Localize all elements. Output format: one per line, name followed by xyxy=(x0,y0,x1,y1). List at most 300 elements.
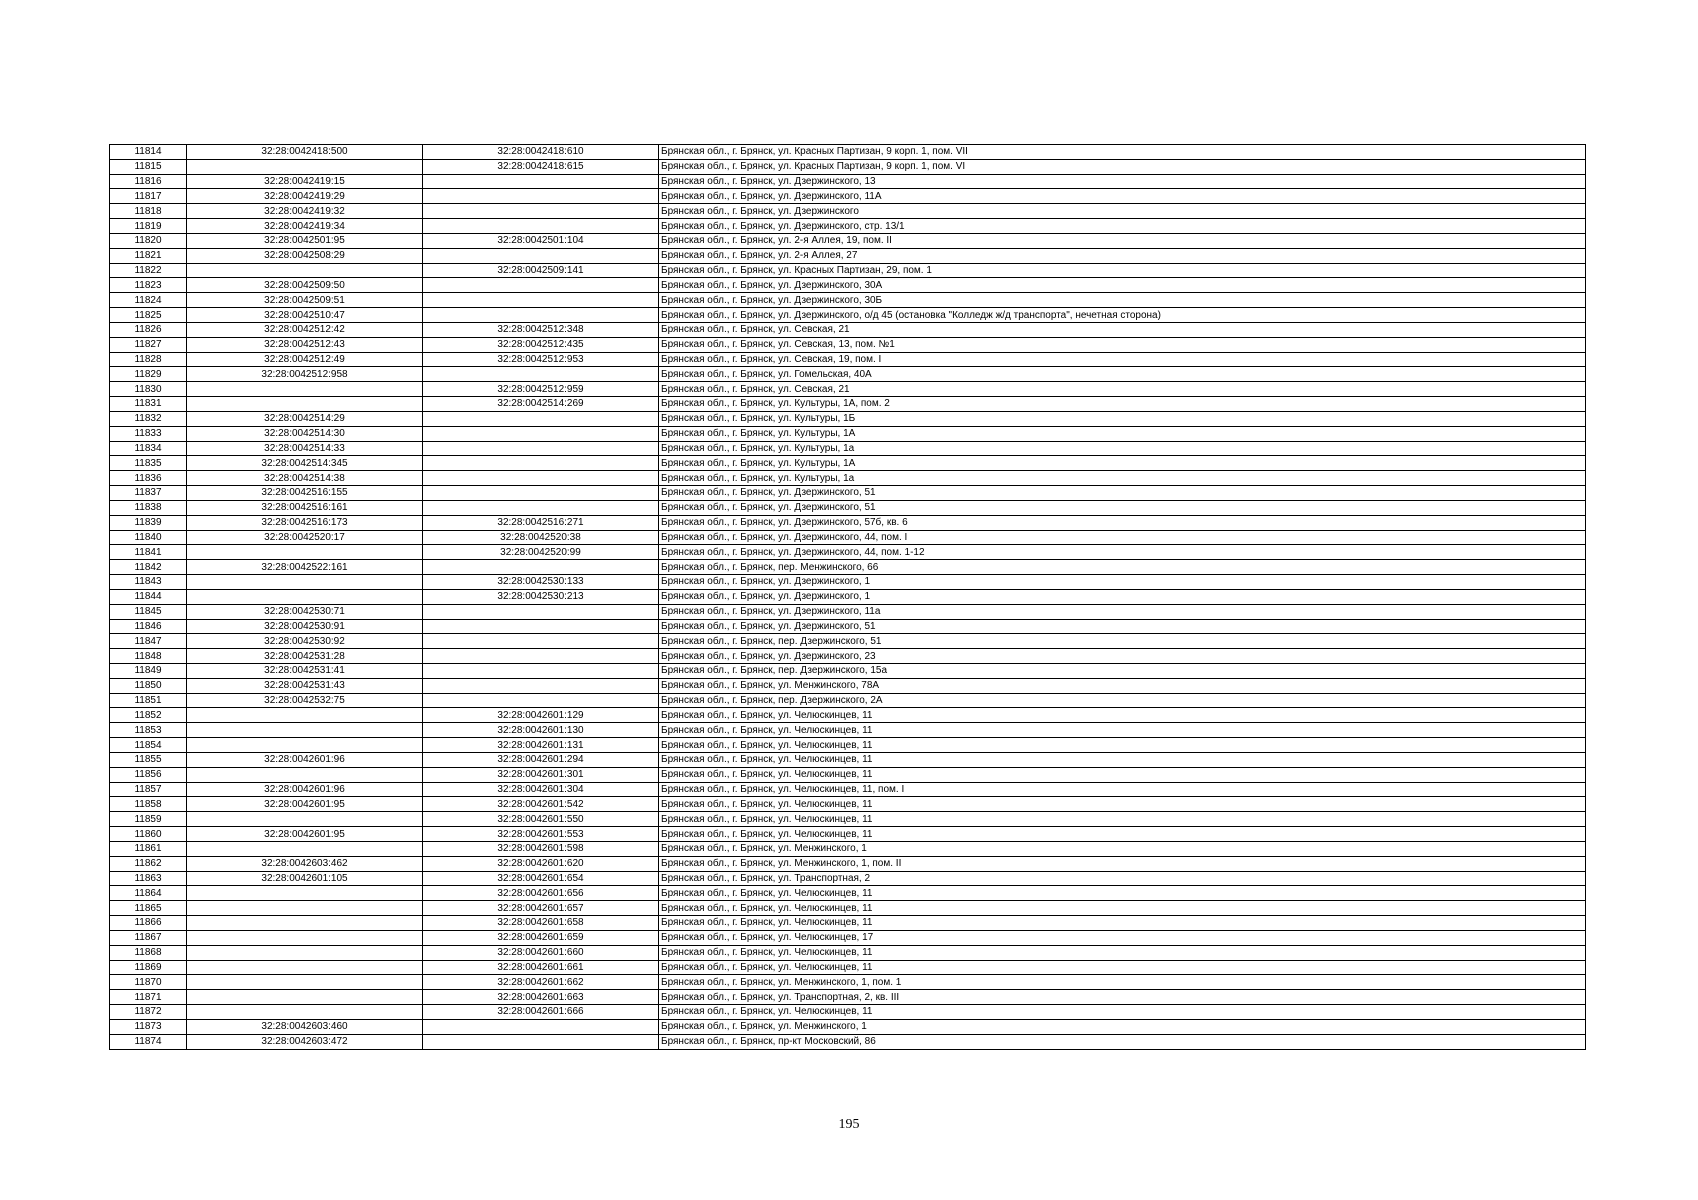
address-cell: Брянская обл., г. Брянск, пер. Дзержинского, 15а xyxy=(659,663,1586,678)
cadastral-number-building-cell: 32:28:0042520:38 xyxy=(423,530,659,545)
address-cell: Брянская обл., г. Брянск, ул. Дзержинского, 44, пом. I xyxy=(659,530,1586,545)
cadastral-number-building-cell xyxy=(423,486,659,501)
page-number: 195 xyxy=(838,1117,860,1132)
cadastral-number-land-cell xyxy=(187,841,423,856)
row-number-cell: 11839 xyxy=(110,515,187,530)
cadastral-number-building-cell: 32:28:0042514:269 xyxy=(423,397,659,412)
row-number-cell: 11827 xyxy=(110,337,187,352)
cadastral-number-building-cell: 32:28:0042418:615 xyxy=(423,159,659,174)
row-number-cell: 11860 xyxy=(110,827,187,842)
address-cell: Брянская обл., г. Брянск, ул. Дзержинского, 51 xyxy=(659,500,1586,515)
table-row xyxy=(110,159,1586,174)
row-number-cell: 11866 xyxy=(110,916,187,931)
cadastral-number-land-cell: 32:28:0042514:38 xyxy=(187,471,423,486)
table-row xyxy=(110,871,1586,886)
row-number-cell: 11871 xyxy=(110,990,187,1005)
table-row xyxy=(110,486,1586,501)
address-cell: Брянская обл., г. Брянск, ул. Дзержинского xyxy=(659,204,1586,219)
address-cell: Брянская обл., г. Брянск, ул. Дзержинского, 30А xyxy=(659,278,1586,293)
cadastral-number-building-cell xyxy=(423,411,659,426)
address-cell: Брянская обл., г. Брянск, ул. Челюскинцев, 11 xyxy=(659,886,1586,901)
address-cell: Брянская обл., г. Брянск, ул. Челюскинцев, 11 xyxy=(659,723,1586,738)
table-row xyxy=(110,856,1586,871)
cadastral-number-land-cell xyxy=(187,767,423,782)
row-number-cell: 11867 xyxy=(110,930,187,945)
address-cell: Брянская обл., г. Брянск, ул. Дзержинского, 13 xyxy=(659,174,1586,189)
row-number-cell: 11833 xyxy=(110,426,187,441)
address-cell: Брянская обл., г. Брянск, ул. Менжинского, 1 xyxy=(659,841,1586,856)
address-cell: Брянская обл., г. Брянск, ул. 2-я Аллея, 19, пом. II xyxy=(659,233,1586,248)
table-row xyxy=(110,916,1586,931)
table-row xyxy=(110,263,1586,278)
row-number-cell: 11851 xyxy=(110,693,187,708)
cadastral-number-building-cell xyxy=(423,219,659,234)
cadastral-number-land-cell xyxy=(187,916,423,931)
address-cell: Брянская обл., г. Брянск, ул. Красных Партизан, 9 корп. 1, пом. VII xyxy=(659,145,1586,160)
row-number-cell: 11848 xyxy=(110,649,187,664)
table-row xyxy=(110,752,1586,767)
table-row xyxy=(110,663,1586,678)
cadastral-number-building-cell: 32:28:0042601:620 xyxy=(423,856,659,871)
row-number-cell: 11856 xyxy=(110,767,187,782)
cadastral-number-building-cell: 32:28:0042601:658 xyxy=(423,916,659,931)
cadastral-number-building-cell: 32:28:0042601:550 xyxy=(423,812,659,827)
row-number-cell: 11826 xyxy=(110,322,187,337)
table-row xyxy=(110,174,1586,189)
table-row xyxy=(110,797,1586,812)
address-cell: Брянская обл., г. Брянск, ул. Культуры, 1А xyxy=(659,456,1586,471)
cadastral-number-land-cell: 32:28:0042516:161 xyxy=(187,500,423,515)
table-row xyxy=(110,782,1586,797)
address-cell: Брянская обл., г. Брянск, ул. Культуры, 1А, пом. 2 xyxy=(659,397,1586,412)
table-row xyxy=(110,708,1586,723)
cadastral-number-land-cell: 32:28:0042419:15 xyxy=(187,174,423,189)
cadastral-number-land-cell: 32:28:0042418:500 xyxy=(187,145,423,160)
table-row xyxy=(110,233,1586,248)
row-number-cell: 11818 xyxy=(110,204,187,219)
row-number-cell: 11825 xyxy=(110,308,187,323)
address-cell: Брянская обл., г. Брянск, ул. Дзержинского, 57б, кв. 6 xyxy=(659,515,1586,530)
cadastral-number-land-cell: 32:28:0042516:155 xyxy=(187,486,423,501)
row-number-cell: 11837 xyxy=(110,486,187,501)
cadastral-number-building-cell: 32:28:0042601:301 xyxy=(423,767,659,782)
table-row xyxy=(110,219,1586,234)
cadastral-number-land-cell: 32:28:0042419:34 xyxy=(187,219,423,234)
cadastral-number-building-cell xyxy=(423,367,659,382)
row-number-cell: 11865 xyxy=(110,901,187,916)
address-cell: Брянская обл., г. Брянск, ул. Челюскинцев, 11, пом. I xyxy=(659,782,1586,797)
address-cell: Брянская обл., г. Брянск, ул. Дзержинского, 11А xyxy=(659,189,1586,204)
row-number-cell: 11859 xyxy=(110,812,187,827)
table-row xyxy=(110,945,1586,960)
cadastral-number-land-cell xyxy=(187,960,423,975)
cadastral-number-building-cell: 32:28:0042418:610 xyxy=(423,145,659,160)
cadastral-number-building-cell xyxy=(423,500,659,515)
row-number-cell: 11864 xyxy=(110,886,187,901)
address-cell: Брянская обл., г. Брянск, ул. Менжинского, 1, пом. 1 xyxy=(659,975,1586,990)
address-cell: Брянская обл., г. Брянск, ул. Дзержинского, 44, пом. 1-12 xyxy=(659,545,1586,560)
cadastral-number-building-cell: 32:28:0042601:666 xyxy=(423,1005,659,1020)
cadastral-number-building-cell xyxy=(423,678,659,693)
row-number-cell: 11834 xyxy=(110,441,187,456)
row-number-cell: 11828 xyxy=(110,352,187,367)
address-cell: Брянская обл., г. Брянск, ул. Челюскинцев, 11 xyxy=(659,1005,1586,1020)
cadastral-number-land-cell: 32:28:0042501:95 xyxy=(187,233,423,248)
row-number-cell: 11840 xyxy=(110,530,187,545)
address-cell: Брянская обл., г. Брянск, пр-кт Московский, 86 xyxy=(659,1034,1586,1049)
row-number-cell: 11852 xyxy=(110,708,187,723)
row-number-cell: 11855 xyxy=(110,752,187,767)
cadastral-number-building-cell: 32:28:0042601:660 xyxy=(423,945,659,960)
cadastral-number-land-cell xyxy=(187,708,423,723)
table-row xyxy=(110,145,1586,160)
address-cell: Брянская обл., г. Брянск, ул. Культуры, 1а xyxy=(659,441,1586,456)
cadastral-number-building-cell xyxy=(423,634,659,649)
cadastral-number-land-cell xyxy=(187,975,423,990)
cadastral-number-building-cell: 32:28:0042601:598 xyxy=(423,841,659,856)
row-number-cell: 11874 xyxy=(110,1034,187,1049)
cadastral-number-land-cell: 32:28:0042514:29 xyxy=(187,411,423,426)
row-number-cell: 11849 xyxy=(110,663,187,678)
row-number-cell: 11815 xyxy=(110,159,187,174)
cadastral-number-building-cell: 32:28:0042512:348 xyxy=(423,322,659,337)
address-cell: Брянская обл., г. Брянск, ул. Севская, 13, пом. №1 xyxy=(659,337,1586,352)
cadastral-number-land-cell xyxy=(187,159,423,174)
cadastral-number-building-cell: 32:28:0042601:542 xyxy=(423,797,659,812)
table-row xyxy=(110,278,1586,293)
cadastral-number-land-cell: 32:28:0042516:173 xyxy=(187,515,423,530)
row-number-cell: 11863 xyxy=(110,871,187,886)
address-cell: Брянская обл., г. Брянск, ул. Дзержинского, 23 xyxy=(659,649,1586,664)
row-number-cell: 11820 xyxy=(110,233,187,248)
cadastral-number-building-cell: 32:28:0042501:104 xyxy=(423,233,659,248)
cadastral-number-building-cell xyxy=(423,1034,659,1049)
cadastral-number-building-cell: 32:28:0042601:131 xyxy=(423,738,659,753)
cadastral-number-land-cell xyxy=(187,930,423,945)
table-row xyxy=(110,634,1586,649)
cadastral-number-land-cell: 32:28:0042512:958 xyxy=(187,367,423,382)
cadastral-number-land-cell xyxy=(187,397,423,412)
cadastral-number-building-cell: 32:28:0042509:141 xyxy=(423,263,659,278)
cadastral-number-building-cell xyxy=(423,471,659,486)
row-number-cell: 11823 xyxy=(110,278,187,293)
table-row xyxy=(110,441,1586,456)
cadastral-number-land-cell: 32:28:0042419:32 xyxy=(187,204,423,219)
address-cell: Брянская обл., г. Брянск, ул. Дзержинского, 11а xyxy=(659,604,1586,619)
address-cell: Брянская обл., г. Брянск, ул. Дзержинского, 51 xyxy=(659,486,1586,501)
address-cell: Брянская обл., г. Брянск, ул. Челюскинцев, 11 xyxy=(659,812,1586,827)
cadastral-number-land-cell xyxy=(187,990,423,1005)
row-number-cell: 11850 xyxy=(110,678,187,693)
cadastral-number-building-cell xyxy=(423,204,659,219)
table-row xyxy=(110,841,1586,856)
cadastral-number-land-cell: 32:28:0042530:71 xyxy=(187,604,423,619)
row-number-cell: 11819 xyxy=(110,219,187,234)
cadastral-number-building-cell: 32:28:0042601:129 xyxy=(423,708,659,723)
row-number-cell: 11844 xyxy=(110,589,187,604)
cadastral-number-building-cell xyxy=(423,441,659,456)
address-cell: Брянская обл., г. Брянск, ул. Гомельская, 40А xyxy=(659,367,1586,382)
cadastral-number-land-cell xyxy=(187,1005,423,1020)
table-row xyxy=(110,812,1586,827)
cadastral-number-land-cell: 32:28:0042601:96 xyxy=(187,782,423,797)
address-cell: Брянская обл., г. Брянск, ул. Челюскинцев, 11 xyxy=(659,827,1586,842)
cadastral-number-building-cell xyxy=(423,278,659,293)
row-number-cell: 11836 xyxy=(110,471,187,486)
cadastral-number-land-cell xyxy=(187,886,423,901)
cadastral-number-building-cell: 32:28:0042601:130 xyxy=(423,723,659,738)
cadastral-number-land-cell xyxy=(187,723,423,738)
cadastral-number-land-cell: 32:28:0042601:95 xyxy=(187,827,423,842)
cadastral-number-building-cell: 32:28:0042601:659 xyxy=(423,930,659,945)
cadastral-number-land-cell: 32:28:0042512:43 xyxy=(187,337,423,352)
cadastral-number-land-cell: 32:28:0042603:472 xyxy=(187,1034,423,1049)
cadastral-number-building-cell xyxy=(423,619,659,634)
row-number-cell: 11869 xyxy=(110,960,187,975)
cadastral-number-land-cell: 32:28:0042531:41 xyxy=(187,663,423,678)
cadastral-number-building-cell xyxy=(423,604,659,619)
cadastral-number-building-cell xyxy=(423,560,659,575)
table-row xyxy=(110,545,1586,560)
row-number-cell: 11845 xyxy=(110,604,187,619)
row-number-cell: 11830 xyxy=(110,382,187,397)
row-number-cell: 11822 xyxy=(110,263,187,278)
table-row xyxy=(110,604,1586,619)
address-cell: Брянская обл., г. Брянск, пер. Дзержинского, 2А xyxy=(659,693,1586,708)
row-number-cell: 11829 xyxy=(110,367,187,382)
table-row xyxy=(110,693,1586,708)
row-number-cell: 11847 xyxy=(110,634,187,649)
address-cell: Брянская обл., г. Брянск, ул. Челюскинцев, 11 xyxy=(659,708,1586,723)
cadastral-number-building-cell xyxy=(423,174,659,189)
address-cell: Брянская обл., г. Брянск, ул. 2-я Аллея, 27 xyxy=(659,248,1586,263)
cadastral-table xyxy=(109,144,1586,1050)
cadastral-number-land-cell: 32:28:0042512:49 xyxy=(187,352,423,367)
row-number-cell: 11824 xyxy=(110,293,187,308)
table-body xyxy=(110,145,1586,1050)
cadastral-number-land-cell xyxy=(187,812,423,827)
cadastral-number-land-cell: 32:28:0042419:29 xyxy=(187,189,423,204)
cadastral-number-building-cell xyxy=(423,649,659,664)
cadastral-number-land-cell xyxy=(187,901,423,916)
address-cell: Брянская обл., г. Брянск, ул. Севская, 21 xyxy=(659,322,1586,337)
address-cell: Брянская обл., г. Брянск, ул. Челюскинцев, 11 xyxy=(659,738,1586,753)
cadastral-number-land-cell xyxy=(187,382,423,397)
cadastral-number-land-cell xyxy=(187,575,423,590)
row-number-cell: 11832 xyxy=(110,411,187,426)
address-cell: Брянская обл., г. Брянск, ул. Челюскинцев, 17 xyxy=(659,930,1586,945)
table-row xyxy=(110,456,1586,471)
cadastral-number-building-cell: 32:28:0042601:657 xyxy=(423,901,659,916)
table-row xyxy=(110,960,1586,975)
row-number-cell: 11842 xyxy=(110,560,187,575)
cadastral-number-land-cell: 32:28:0042514:30 xyxy=(187,426,423,441)
table-row xyxy=(110,1005,1586,1020)
row-number-cell: 11846 xyxy=(110,619,187,634)
cadastral-number-land-cell: 32:28:0042514:33 xyxy=(187,441,423,456)
row-number-cell: 11816 xyxy=(110,174,187,189)
address-cell: Брянская обл., г. Брянск, ул. Дзержинского, стр. 13/1 xyxy=(659,219,1586,234)
cadastral-number-building-cell: 32:28:0042520:99 xyxy=(423,545,659,560)
table-row xyxy=(110,293,1586,308)
address-cell: Брянская обл., г. Брянск, ул. Дзержинского, 30Б xyxy=(659,293,1586,308)
table-row xyxy=(110,382,1586,397)
address-cell: Брянская обл., г. Брянск, ул. Челюскинцев, 11 xyxy=(659,752,1586,767)
cadastral-number-land-cell xyxy=(187,945,423,960)
table-row xyxy=(110,530,1586,545)
table-row xyxy=(110,204,1586,219)
cadastral-number-land-cell: 32:28:0042532:75 xyxy=(187,693,423,708)
table-row xyxy=(110,1034,1586,1049)
address-cell: Брянская обл., г. Брянск, пер. Дзержинского, 51 xyxy=(659,634,1586,649)
address-cell: Брянская обл., г. Брянск, ул. Менжинского, 1, пом. II xyxy=(659,856,1586,871)
cadastral-number-building-cell xyxy=(423,248,659,263)
cadastral-number-land-cell xyxy=(187,589,423,604)
table-row xyxy=(110,827,1586,842)
table-row xyxy=(110,471,1586,486)
cadastral-number-land-cell: 32:28:0042601:105 xyxy=(187,871,423,886)
row-number-cell: 11835 xyxy=(110,456,187,471)
cadastral-number-building-cell: 32:28:0042601:663 xyxy=(423,990,659,1005)
address-cell: Брянская обл., г. Брянск, ул. Челюскинцев, 11 xyxy=(659,960,1586,975)
table-row xyxy=(110,990,1586,1005)
cadastral-number-building-cell: 32:28:0042530:213 xyxy=(423,589,659,604)
cadastral-number-land-cell: 32:28:0042510:47 xyxy=(187,308,423,323)
address-cell: Брянская обл., г. Брянск, ул. Дзержинского, о/д 45 (остановка "Колледж ж/д транспорта", нечетная сторона) xyxy=(659,308,1586,323)
table-row xyxy=(110,337,1586,352)
cadastral-number-land-cell: 32:28:0042514:345 xyxy=(187,456,423,471)
cadastral-number-land-cell xyxy=(187,545,423,560)
cadastral-number-land-cell: 32:28:0042601:96 xyxy=(187,752,423,767)
address-cell: Брянская обл., г. Брянск, ул. Культуры, 1А xyxy=(659,426,1586,441)
table-row xyxy=(110,975,1586,990)
cadastral-number-building-cell xyxy=(423,426,659,441)
cadastral-number-land-cell: 32:28:0042531:28 xyxy=(187,649,423,664)
row-number-cell: 11862 xyxy=(110,856,187,871)
table-row xyxy=(110,500,1586,515)
table-row xyxy=(110,886,1586,901)
row-number-cell: 11868 xyxy=(110,945,187,960)
table-row xyxy=(110,352,1586,367)
cadastral-number-building-cell: 32:28:0042512:953 xyxy=(423,352,659,367)
cadastral-number-land-cell: 32:28:0042512:42 xyxy=(187,322,423,337)
table-row xyxy=(110,308,1586,323)
table-row xyxy=(110,1019,1586,1034)
address-cell: Брянская обл., г. Брянск, ул. Челюскинцев, 11 xyxy=(659,797,1586,812)
table-row xyxy=(110,678,1586,693)
address-cell: Брянская обл., г. Брянск, ул. Культуры, 1Б xyxy=(659,411,1586,426)
cadastral-number-land-cell: 32:28:0042530:91 xyxy=(187,619,423,634)
address-cell: Брянская обл., г. Брянск, ул. Транспортная, 2, кв. III xyxy=(659,990,1586,1005)
table-row xyxy=(110,930,1586,945)
address-cell: Брянская обл., г. Брянск, ул. Красных Партизан, 29, пом. 1 xyxy=(659,263,1586,278)
table-row xyxy=(110,901,1586,916)
address-cell: Брянская обл., г. Брянск, ул. Дзержинского, 1 xyxy=(659,575,1586,590)
table-row xyxy=(110,397,1586,412)
cadastral-number-land-cell: 32:28:0042520:17 xyxy=(187,530,423,545)
table-row xyxy=(110,723,1586,738)
cadastral-number-building-cell: 32:28:0042601:294 xyxy=(423,752,659,767)
cadastral-number-land-cell xyxy=(187,263,423,278)
cadastral-number-land-cell: 32:28:0042603:462 xyxy=(187,856,423,871)
cadastral-number-land-cell xyxy=(187,738,423,753)
cadastral-number-land-cell: 32:28:0042509:50 xyxy=(187,278,423,293)
cadastral-number-building-cell xyxy=(423,189,659,204)
cadastral-number-building-cell xyxy=(423,663,659,678)
cadastral-number-land-cell: 32:28:0042601:95 xyxy=(187,797,423,812)
address-cell: Брянская обл., г. Брянск, ул. Челюскинцев, 11 xyxy=(659,945,1586,960)
cadastral-number-land-cell: 32:28:0042509:51 xyxy=(187,293,423,308)
address-cell: Брянская обл., г. Брянск, ул. Менжинского, 1 xyxy=(659,1019,1586,1034)
row-number-cell: 11838 xyxy=(110,500,187,515)
address-cell: Брянская обл., г. Брянск, ул. Севская, 19, пом. I xyxy=(659,352,1586,367)
cadastral-number-land-cell: 32:28:0042531:43 xyxy=(187,678,423,693)
cadastral-number-building-cell xyxy=(423,1019,659,1034)
row-number-cell: 11870 xyxy=(110,975,187,990)
cadastral-number-building-cell: 32:28:0042601:662 xyxy=(423,975,659,990)
cadastral-number-building-cell: 32:28:0042601:553 xyxy=(423,827,659,842)
cadastral-number-land-cell: 32:28:0042603:460 xyxy=(187,1019,423,1034)
table-row xyxy=(110,367,1586,382)
table-row xyxy=(110,738,1586,753)
row-number-cell: 11854 xyxy=(110,738,187,753)
row-number-cell: 11831 xyxy=(110,397,187,412)
row-number-cell: 11817 xyxy=(110,189,187,204)
address-cell: Брянская обл., г. Брянск, ул. Дзержинского, 51 xyxy=(659,619,1586,634)
row-number-cell: 11843 xyxy=(110,575,187,590)
address-cell: Брянская обл., г. Брянск, ул. Красных Партизан, 9 корп. 1, пом. VI xyxy=(659,159,1586,174)
cadastral-number-land-cell: 32:28:0042530:92 xyxy=(187,634,423,649)
address-cell: Брянская обл., г. Брянск, пер. Менжинского, 66 xyxy=(659,560,1586,575)
address-cell: Брянская обл., г. Брянск, ул. Челюскинцев, 11 xyxy=(659,916,1586,931)
table-row xyxy=(110,426,1586,441)
table-row xyxy=(110,619,1586,634)
table-row xyxy=(110,515,1586,530)
cadastral-number-building-cell: 32:28:0042601:304 xyxy=(423,782,659,797)
address-cell: Брянская обл., г. Брянск, ул. Культуры, 1а xyxy=(659,471,1586,486)
row-number-cell: 11872 xyxy=(110,1005,187,1020)
table-row xyxy=(110,575,1586,590)
table-row xyxy=(110,649,1586,664)
row-number-cell: 11841 xyxy=(110,545,187,560)
cadastral-number-building-cell: 32:28:0042530:133 xyxy=(423,575,659,590)
cadastral-number-building-cell: 32:28:0042601:656 xyxy=(423,886,659,901)
cadastral-number-land-cell: 32:28:0042522:161 xyxy=(187,560,423,575)
address-cell: Брянская обл., г. Брянск, ул. Дзержинского, 1 xyxy=(659,589,1586,604)
address-cell: Брянская обл., г. Брянск, ул. Челюскинцев, 11 xyxy=(659,901,1586,916)
cadastral-number-building-cell: 32:28:0042512:959 xyxy=(423,382,659,397)
cadastral-number-building-cell xyxy=(423,293,659,308)
address-cell: Брянская обл., г. Брянск, ул. Челюскинцев, 11 xyxy=(659,767,1586,782)
row-number-cell: 11861 xyxy=(110,841,187,856)
table-row xyxy=(110,248,1586,263)
row-number-cell: 11853 xyxy=(110,723,187,738)
address-cell: Брянская обл., г. Брянск, ул. Севская, 21 xyxy=(659,382,1586,397)
cadastral-number-building-cell: 32:28:0042601:661 xyxy=(423,960,659,975)
address-cell: Брянская обл., г. Брянск, ул. Транспортная, 2 xyxy=(659,871,1586,886)
row-number-cell: 11873 xyxy=(110,1019,187,1034)
cadastral-number-building-cell xyxy=(423,693,659,708)
table-row xyxy=(110,322,1586,337)
row-number-cell: 11858 xyxy=(110,797,187,812)
table-row xyxy=(110,560,1586,575)
row-number-cell: 11821 xyxy=(110,248,187,263)
cadastral-number-building-cell: 32:28:0042516:271 xyxy=(423,515,659,530)
address-cell: Брянская обл., г. Брянск, ул. Менжинского, 78А xyxy=(659,678,1586,693)
table-row xyxy=(110,767,1586,782)
cadastral-number-building-cell: 32:28:0042512:435 xyxy=(423,337,659,352)
row-number-cell: 11814 xyxy=(110,145,187,160)
